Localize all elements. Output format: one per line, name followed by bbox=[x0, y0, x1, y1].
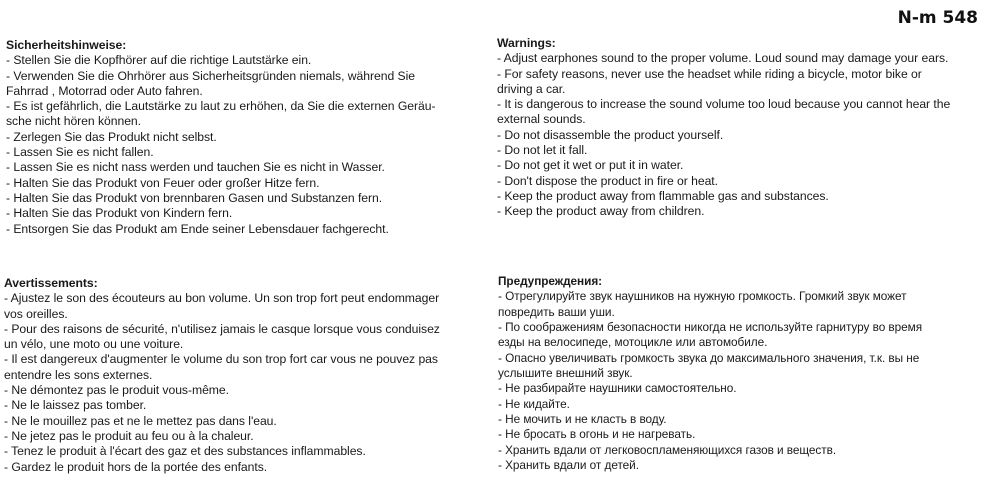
warning-line: - Опасно увеличивать громкость звука до максимального значения, т.к. вы не bbox=[498, 350, 920, 365]
warning-line: entendre les sons externes. bbox=[4, 367, 153, 382]
model-number: N-m 548 bbox=[897, 8, 978, 28]
warning-line: - Lassen Sie es nicht fallen. bbox=[6, 145, 154, 160]
warning-line: - Stellen Sie die Kopfhörer auf die richtige Lautstärke ein. bbox=[6, 53, 312, 68]
warning-line: - Не мочить и не класть в воду. bbox=[498, 412, 667, 427]
warning-line: Fahrrad , Motorrad oder Auto fahren. bbox=[6, 83, 203, 98]
english-warnings-title: Warnings: bbox=[497, 36, 556, 50]
warning-line: - По соображениям безопасности никогда не используйте гарнитуру во время bbox=[498, 320, 923, 335]
warning-line: vos oreilles. bbox=[4, 306, 68, 321]
warning-line: - Halten Sie das Produkt von Feuer oder großer Hitze fern. bbox=[6, 175, 320, 190]
warning-line: external sounds. bbox=[497, 112, 586, 127]
warning-line: - Do not let it fall. bbox=[497, 143, 588, 158]
warning-line: - Keep the product away from children. bbox=[497, 204, 705, 219]
warning-line: - Хранить вдали от детей. bbox=[498, 458, 639, 473]
warning-line: - Отрегулируйте звук наушников на нужную громкость. Громкий звук может bbox=[498, 289, 907, 304]
warning-line: - Pour des raisons de sécurité, n'utilisez jamais le casque lorsque vous conduisez bbox=[4, 321, 440, 336]
warning-line: - Halten Sie das Produkt von brennbaren Gasen und Substanzen fern. bbox=[6, 190, 383, 205]
warning-line: - Do not disassemble the product yourself. bbox=[497, 127, 724, 142]
warning-line: - Keep the product away from flammable gas and substances. bbox=[497, 188, 829, 203]
russian-warnings-title: Предупреждения: bbox=[498, 274, 603, 288]
warning-line: - Verwenden Sie die Ohrhörer aus Sicherheitsgründen niemals, während Sie bbox=[6, 68, 415, 83]
warning-line: - Es ist gefährlich, die Lautstärke zu laut zu erhöhen, da Sie die externen Geräu- bbox=[6, 99, 436, 114]
warning-line: езды на велосипеде, мотоцикле или автомобиле. bbox=[498, 335, 768, 350]
french-warnings-list bbox=[4, 291, 484, 475]
warning-line: - Zerlegen Sie das Produkt nicht selbst. bbox=[6, 129, 217, 144]
warning-line: - It is dangerous to increase the sound volume too loud because you cannot hear the bbox=[497, 97, 951, 112]
warning-line: - Хранить вдали от легковоспламеняющихся газов и веществ. bbox=[498, 442, 837, 457]
english-warnings-list bbox=[497, 51, 993, 219]
warning-line: - Tenez le produit à l'écart des gaz et des substances inflammables. bbox=[4, 444, 366, 459]
warning-line: - Ajustez le son des écouteurs au bon volume. Un son trop fort peut endommager bbox=[4, 291, 440, 306]
warning-line: - Ne démontez pas le produit vous-même. bbox=[4, 383, 229, 398]
warning-line: un vélo, une moto ou une voiture. bbox=[4, 337, 184, 352]
warning-line: - Il est dangereux d'augmenter le volume du son trop fort car vous ne pouvez pas bbox=[4, 352, 438, 367]
warning-line: - Lassen Sie es nicht nass werden und tauchen Sie es nicht in Wasser. bbox=[6, 160, 385, 175]
warning-line: - Don't dispose the product in fire or heat. bbox=[497, 173, 718, 188]
warning-line: - Adjust earphones sound to the proper volume. Loud sound may damage your ears. bbox=[497, 51, 949, 66]
warning-line: - For safety reasons, never use the headset while riding a bicycle, motor bike or bbox=[497, 66, 922, 81]
german-warnings-section bbox=[6, 38, 476, 237]
warning-line: - Entsorgen Sie das Produkt am Ende seiner Lebensdauer fachgerecht. bbox=[6, 221, 389, 236]
russian-warnings-list bbox=[498, 289, 994, 473]
warning-line: - Ne le laissez pas tomber. bbox=[4, 398, 147, 413]
french-warnings-section bbox=[4, 276, 484, 475]
german-warnings-list bbox=[6, 53, 476, 237]
warning-line: - Ne le mouillez pas et ne le mettez pas dans l'eau. bbox=[4, 413, 277, 428]
warning-line: - Не бросать в огонь и не нагревать. bbox=[498, 427, 696, 442]
warning-line: driving a car. bbox=[497, 81, 566, 96]
warning-line: - Do not get it wet or put it in water. bbox=[497, 158, 684, 173]
french-warnings-title: Avertissements: bbox=[4, 276, 98, 290]
warning-line: - Не разбирайте наушники самостоятельно. bbox=[498, 381, 737, 396]
warning-line: услышите внешний звук. bbox=[498, 366, 633, 381]
russian-warnings-section bbox=[498, 274, 994, 473]
english-warnings-section bbox=[497, 36, 993, 220]
german-warnings-title: Sicherheitshinweise: bbox=[6, 38, 127, 52]
warning-line: повредить ваши уши. bbox=[498, 304, 615, 319]
warning-line: sche nicht hören können. bbox=[6, 114, 141, 129]
warning-line: - Ne jetez pas le produit au feu ou à la chaleur. bbox=[4, 428, 254, 443]
warning-line: - Gardez le produit hors de la portée des enfants. bbox=[4, 459, 268, 474]
warning-line: - Не кидайте. bbox=[498, 396, 570, 411]
warning-line: - Halten Sie das Produkt von Kindern fern. bbox=[6, 206, 233, 221]
